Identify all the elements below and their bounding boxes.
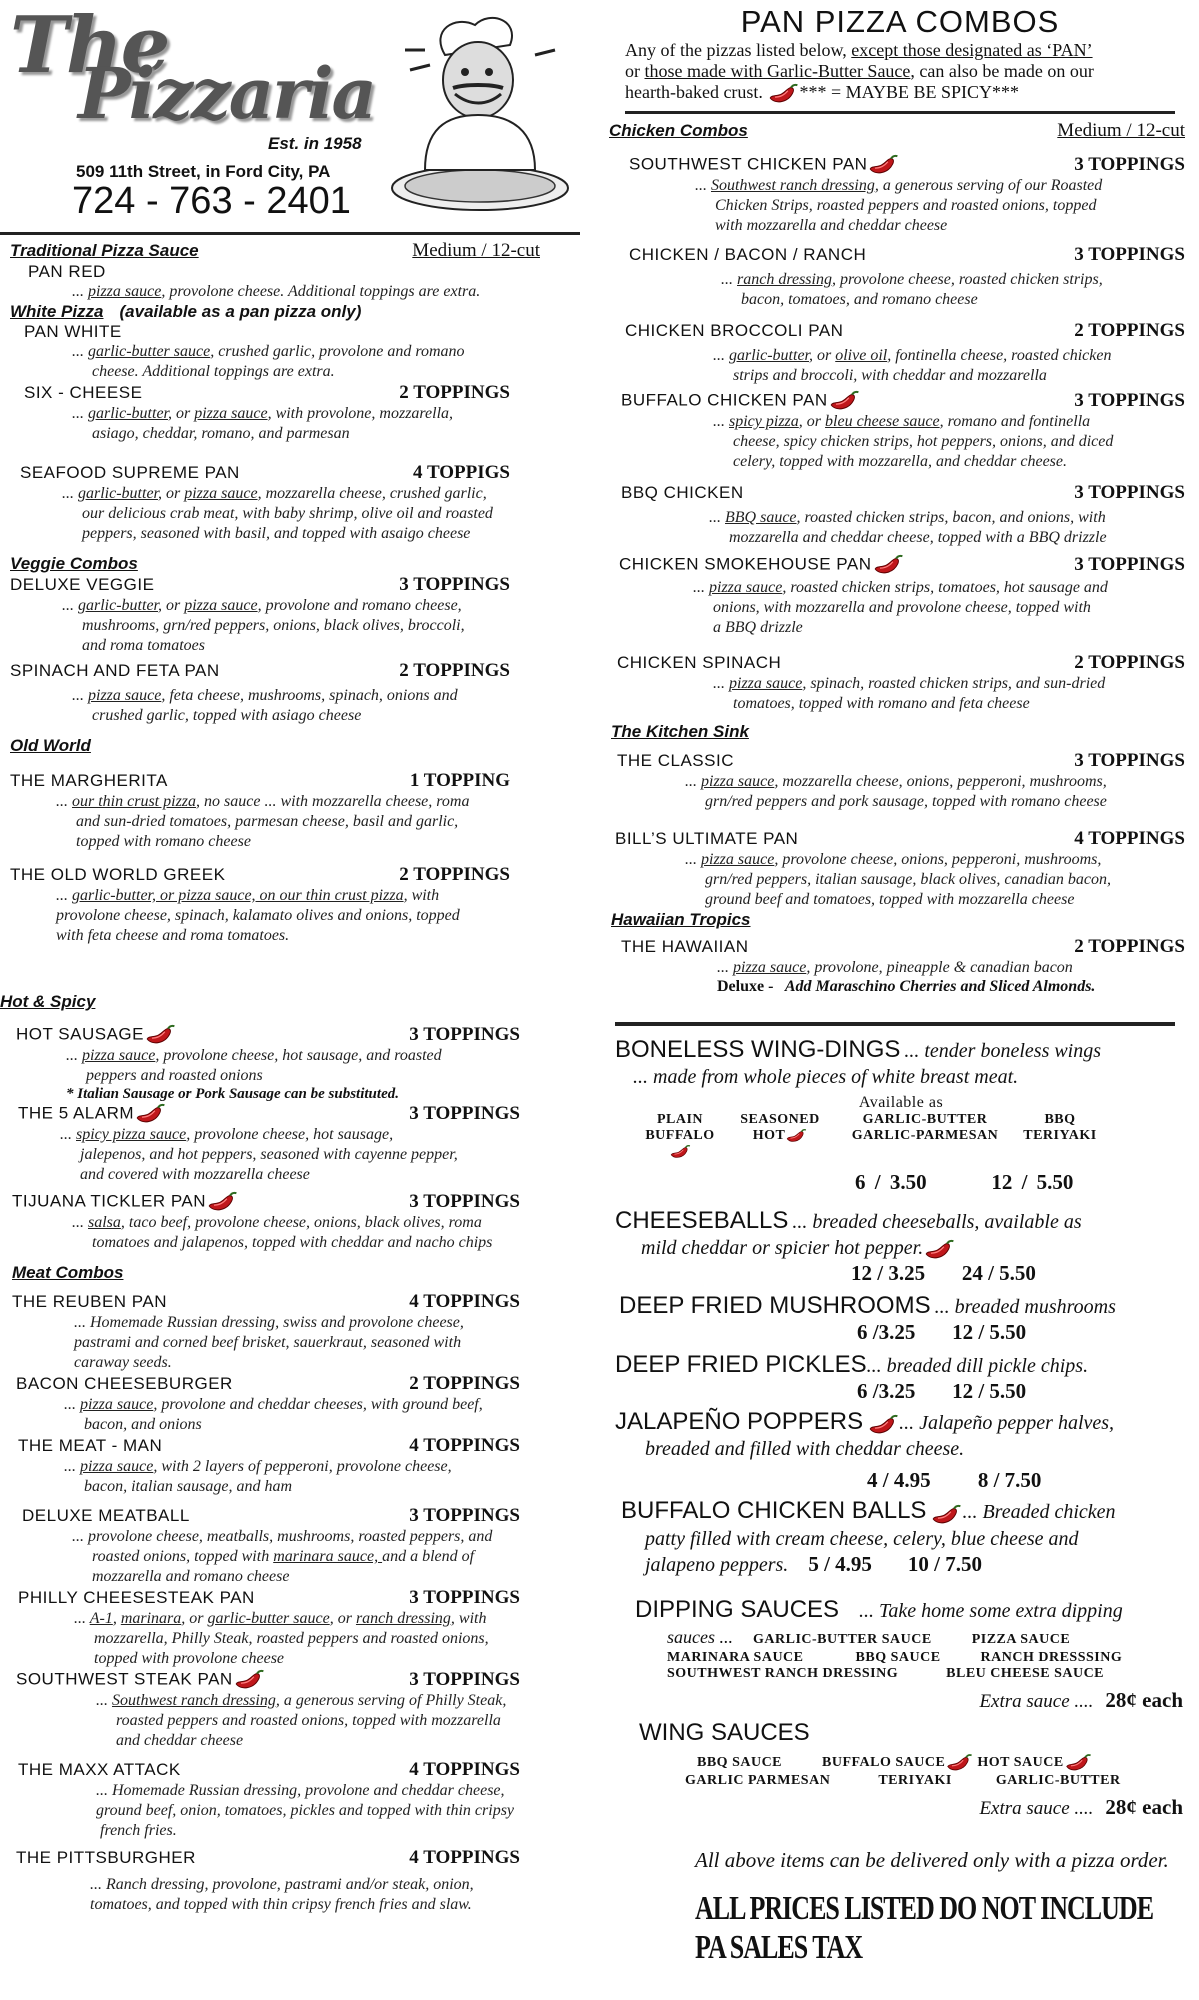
item-dipping-sauces: DIPPING SAUCES	[635, 1595, 840, 1623]
pepper-icon	[872, 554, 904, 576]
section-white: White Pizza	[10, 302, 104, 321]
poppers-prices: 4 / 4.95 8 / 7.50	[867, 1468, 1042, 1493]
wing-sauce-extra: Extra sauce .... 28¢ each	[979, 1794, 1183, 1819]
sausage-note: * Italian Sausage or Pork Sausage can be substituted.	[66, 1086, 399, 1102]
item-jalapeno-poppers: JALAPEÑO POPPERS	[615, 1408, 864, 1436]
dipping-row-1: sauces ... GARLIC-BUTTER SAUCE PIZZA SAUCE	[667, 1626, 1071, 1647]
item-spinach-feta: SPINACH AND FETA PAN	[10, 661, 220, 680]
hawaiian-deluxe: Deluxe - Add Maraschino Cherries and Sliced Almonds.	[717, 977, 1096, 995]
desc-meat-man: ... pizza sauce, with 2 layers of pepperoni, provolone cheese, bacon, italian sausage, and ham	[64, 1458, 452, 1495]
pepper-icon	[1064, 1753, 1092, 1773]
desc-pickles: ... breaded dill pickle chips.	[866, 1355, 1089, 1378]
pepper-icon	[945, 1753, 973, 1773]
desc-hot-sausage: ... pizza sauce, provolone cheese, hot sausage, and roasted peppers and roasted onions	[66, 1047, 442, 1084]
toppings-reuben: 4 TOPPINGS	[409, 1291, 520, 1312]
white-note: (available as a pan pizza only)	[119, 302, 362, 321]
item-deluxe-meatball: DELUXE MEATBALL	[22, 1506, 190, 1525]
combos-title: PAN PIZZA COMBOS	[740, 4, 1060, 39]
pepper-icon	[134, 1103, 166, 1125]
toppings-maxx-attack: 4 TOPPINGS	[409, 1759, 520, 1780]
desc-philly-cheesesteak: ... A-1, marinara, or garlic-butter sauce, or ranch dressing, with mozzarella, Philly Steak, roasted peppers and roasted onions, topped with provolone cheese	[74, 1610, 489, 1667]
item-the-classic: THE CLASSIC	[617, 750, 734, 770]
pepper-icon	[930, 1504, 962, 1526]
desc-pan-white: ... garlic-butter sauce, crushed garlic, provolone and romano cheese. Additional toppings are extra.	[72, 343, 465, 380]
pepper-icon	[867, 1414, 899, 1436]
desc-cheeseballs-2: mild cheddar or spicier hot pepper.	[641, 1235, 1187, 1261]
item-chicken-bacon-ranch: CHICKEN / BACON / RANCH	[629, 244, 867, 264]
item-chicken-smokehouse: CHICKEN SMOKEHOUSE PAN	[619, 554, 904, 576]
desc-deluxe-veggie: ... garlic-butter, or pizza sauce, provolone and romano cheese, mushrooms, grn/red peppers, onions, black olives, broccoli, and roma tomatoes	[62, 597, 465, 654]
desc-old-world-greek: ... garlic-butter, or pizza sauce, on our thin crust pizza, with provolone cheese, spinach, kalamato olives and onions, topped with feta cheese and roma tomatoes.	[56, 887, 460, 944]
item-margherita: THE MARGHERITA	[10, 771, 168, 790]
pepper-icon	[867, 154, 899, 176]
toppings-meat-man: 4 TOPPINGS	[409, 1435, 520, 1456]
toppings-margherita: 1 TOPPING	[409, 770, 510, 791]
address: 509 11th Street, in Ford City, PA	[76, 162, 331, 181]
toppings-seafood: 4 TOPPIGS	[413, 462, 510, 483]
desc-maxx-attack: ... Homemade Russian dressing, provolone and cheddar cheese, ground beef, onion, tomatoes, pickles and topped with thin cripsy french fries.	[96, 1782, 515, 1839]
item-chicken-broccoli: CHICKEN BROCCOLI PAN	[625, 320, 844, 340]
desc-pittsburgher: ... Ranch dressing, provolone, pastrami and/or steak, onion, tomatoes, and topped with thin cripsy french fries and slaw.	[90, 1876, 474, 1913]
desc-southwest-chicken: ... Southwest ranch dressing, a generous serving of our Roasted Chicken Strips, roasted peppers and roasted onions, topped with mozzarella and cheddar cheese	[695, 176, 1103, 234]
desc-pan-red: ... pizza sauce, provolone cheese. Additional toppings are extra.	[72, 283, 481, 300]
item-deep-fried-mushrooms: DEEP FRIED MUSHROOMS	[619, 1292, 931, 1320]
desc-chicken-broccoli: ... garlic-butter, or olive oil, fontinella cheese, roasted chicken strips and broccoli, with cheddar and mozzarella	[713, 346, 1112, 384]
mushrooms-prices: 6 /3.25 12 / 5.50	[857, 1320, 1027, 1345]
pepper-icon	[923, 1239, 955, 1261]
item-deep-fried-pickles: DEEP FRIED PICKLES	[615, 1351, 867, 1379]
toppings-hot-sausage: 3 TOPPINGS	[409, 1024, 520, 1045]
right-column	[605, 0, 1195, 2000]
desc-chicken-bacon-ranch: ... ranch dressing, provolone cheese, roasted chicken strips, bacon, tomatoes, and romano cheese	[721, 270, 1103, 308]
item-southwest-steak: SOUTHWEST STEAK PAN	[16, 1669, 265, 1691]
desc-deluxe-meatball: ... provolone cheese, meatballs, mushrooms, roasted peppers, and roasted onions, topped with marinara sauce, and a blend of mozzarella and romano cheese	[72, 1528, 493, 1585]
desc-spinach-feta: ... pizza sauce, feta cheese, mushrooms, spinach, onions and crushed garlic, topped with asiago cheese	[72, 687, 458, 724]
desc-chicken-smokehouse: ... pizza sauce, roasted chicken strips, tomatoes, hot sausage and onions, with mozzarella and provolone cheese, topped with a BBQ drizzle	[693, 578, 1108, 636]
desc-mushrooms: ... breaded mushrooms	[934, 1296, 1116, 1319]
logo-the: The	[10, 0, 169, 91]
item-pan-red: PAN RED	[28, 262, 106, 281]
desc-wing-dings: ... tender boneless wings	[904, 1039, 1102, 1062]
logo-pizzaria: Pizzaria	[78, 52, 375, 135]
desc-seafood: ... garlic-butter, or pizza sauce, mozzarella cheese, crushed garlic, our delicious crab meat, with baby shrimp, olive oil and roasted peppers, seasoned with basil, and topped with asaigo cheese	[62, 485, 493, 542]
item-buffalo-chicken: BUFFALO CHICKEN PAN	[621, 390, 860, 412]
item-cheeseballs: CHEESEBALLS	[615, 1207, 789, 1235]
item-deluxe-veggie: DELUXE VEGGIE	[10, 575, 155, 594]
desc-wing-dings-2: ... made from whole pieces of white breast meat.	[633, 1065, 1019, 1088]
desc-southwest-steak: ... Southwest ranch dressing, a generous serving of Philly Steak, roasted peppers and roasted onions, topped with mozzarella and cheddar cheese	[96, 1692, 507, 1749]
dipping-extra: Extra sauce .... 28¢ each	[979, 1687, 1183, 1712]
pepper-icon	[785, 1128, 807, 1144]
dipping-row-3: SOUTHWEST RANCH DRESSING BLEU CHEESE SAUCE	[667, 1665, 1105, 1681]
desc-margherita: ... our thin crust pizza, no sauce ... with mozzarella cheese, roma and sun-dried tomatoes, parmesan cheese, basil and garlic, topped with romano cheese	[56, 793, 470, 850]
section-meat: Meat Combos	[12, 1263, 124, 1282]
toppings-six-cheese: 2 TOPPINGS	[399, 382, 510, 403]
item-5-alarm: THE 5 ALARM	[18, 1103, 166, 1125]
chef-illustration	[385, 10, 575, 215]
wing-sauce-row-2: GARLIC PARMESAN TERIYAKI GARLIC-BUTTER	[685, 1772, 1121, 1788]
chicken-balls-last-line: jalapeno peppers. 5 / 4.95 10 / 7.50	[645, 1551, 982, 1576]
item-chicken-spinach: CHICKEN SPINACH	[617, 652, 782, 672]
toppings-pittsburgher: 4 TOPPINGS	[409, 1847, 520, 1868]
toppings-chicken-broccoli: 2 TOPPINGS	[1074, 319, 1185, 341]
toppings-deluxe-veggie: 3 TOPPINGS	[399, 574, 510, 595]
appetizer-rule	[615, 1022, 1175, 1026]
toppings-chicken-spinach: 2 TOPPINGS	[1074, 651, 1185, 673]
item-bacon-cheeseburger: BACON CHEESEBURGER	[16, 1374, 233, 1393]
pickles-prices: 6 /3.25 12 / 5.50	[857, 1379, 1027, 1404]
phone-number: 724 - 763 - 2401	[72, 180, 351, 222]
item-bills-ultimate: BILL’S ULTIMATE PAN	[615, 828, 799, 848]
toppings-buffalo-chicken: 3 TOPPINGS	[1074, 389, 1185, 411]
left-column	[0, 0, 580, 2000]
item-old-world-greek: THE OLD WORLD GREEK	[10, 865, 226, 884]
desc-buffalo-chicken: ... spicy pizza, or bleu cheese sauce, romano and fontinella cheese, spicy chicken strips, hot peppers, onions, and diced celery, topped with mozzarella, and cheddar cheese.	[713, 412, 1114, 470]
section-hawaiian: Hawaiian Tropics	[611, 909, 751, 929]
dipping-row-2: MARINARA SAUCE BBQ SAUCE RANCH DRESSSING	[667, 1649, 1123, 1665]
pepper-icon	[144, 1024, 176, 1046]
item-wing-sauces: WING SAUCES	[639, 1718, 810, 1746]
wing-flavors: PLAIN SEASONED GARLIC-BUTTER BBQ BUFFALO HOT GARLIC-PARMESAN TERIYAKI	[635, 1112, 1187, 1160]
item-six-cheese: SIX - CHEESE	[24, 383, 143, 402]
item-meat-man: THE MEAT - MAN	[18, 1436, 163, 1455]
item-bbq-chicken: BBQ CHICKEN	[621, 482, 744, 502]
toppings-philly-cheesesteak: 3 TOPPINGS	[409, 1587, 520, 1608]
item-seafood: SEAFOOD SUPREME PAN	[20, 463, 240, 482]
desc-the-hawaiian: ... pizza sauce, provolone, pineapple & canadian bacon	[717, 958, 1073, 976]
toppings-bills-ultimate: 4 TOPPINGS	[1074, 827, 1185, 849]
toppings-chicken-smokehouse: 3 TOPPINGS	[1074, 553, 1185, 575]
desc-dipping: ... Take home some extra dipping	[859, 1599, 1123, 1622]
item-reuben: THE REUBEN PAN	[12, 1292, 167, 1311]
item-wing-dings: BONELESS WING-DINGS	[615, 1035, 901, 1063]
toppings-deluxe-meatball: 3 TOPPINGS	[409, 1505, 520, 1526]
pepper-icon	[767, 83, 799, 105]
toppings-the-classic: 3 TOPPINGS	[1074, 749, 1185, 771]
item-pittsburgher: THE PITTSBURGHER	[16, 1848, 196, 1867]
toppings-the-hawaiian: 2 TOPPINGS	[1074, 935, 1185, 957]
wing-sauce-row-1: BBQ SAUCE BUFFALO SAUCE HOT SAUCE	[697, 1753, 1187, 1773]
section-hot-spicy: Hot & Spicy	[0, 992, 96, 1011]
desc-bbq-chicken: ... BBQ sauce, roasted chicken strips, bacon, and onions, with mozzarella and cheddar cheese, topped with a BBQ drizzle	[709, 508, 1107, 546]
section-veggie: Veggie Combos	[10, 554, 138, 573]
toppings-chicken-bacon-ranch: 3 TOPPINGS	[1074, 243, 1185, 265]
tax-note: ALL PRICES LISTED DO NOT INCLUDE PA SALES TAX	[695, 1888, 1154, 1966]
intro-rule	[625, 111, 1175, 114]
wings-available: Available as	[858, 1093, 944, 1111]
desc-the-classic: ... pizza sauce, mozzarella cheese, onions, pepperoni, mushrooms, grn/red peppers and pork sausage, topped with romano cheese	[685, 772, 1107, 810]
delivery-note: All above items can be delivered only with a pizza order.	[695, 1847, 1169, 1872]
toppings-bacon-cheeseburger: 2 TOPPINGS	[409, 1373, 520, 1394]
desc-chicken-balls: ... Breaded chicken	[962, 1501, 1116, 1524]
item-philly-cheesesteak: PHILLY CHEESESTEAK PAN	[18, 1588, 255, 1607]
combos-intro: Any of the pizzas listed below, except those designated as ‘PAN’ or those made with Garlic-Butter Sauce, can also be made on our hearth-baked crust. *** = MAYBE BE SPICY***	[625, 40, 1195, 105]
item-the-hawaiian: THE HAWAIIAN	[621, 936, 749, 956]
established: Est. in 1958	[268, 134, 362, 153]
toppings-old-world-greek: 2 TOPPINGS	[399, 864, 510, 885]
desc-six-cheese: ... garlic-butter, or pizza sauce, with provolone, mozzarella, asiago, cheddar, romano, and parmesan	[72, 405, 454, 442]
desc-tijuana-tickler: ... salsa, taco beef, provolone cheese, onions, black olives, roma tomatoes and jalapenos, topped with cheddar and nacho chips	[72, 1214, 493, 1251]
section-traditional: Traditional Pizza Sauce	[10, 241, 199, 260]
toppings-5-alarm: 3 TOPPINGS	[409, 1103, 520, 1124]
desc-chicken-spinach: ... pizza sauce, spinach, roasted chicken strips, and sun-dried tomatoes, topped with romano and feta cheese	[713, 674, 1106, 712]
desc-5-alarm: ... spicy pizza sauce, provolone cheese, hot sausage, jalepenos, and hot peppers, seasoned with cayenne pepper, and covered with mozzarella cheese	[60, 1126, 458, 1183]
pepper-icon	[206, 1191, 238, 1213]
pepper-icon	[669, 1144, 691, 1160]
toppings-southwest-steak: 3 TOPPINGS	[409, 1669, 520, 1690]
header-rule	[0, 232, 580, 235]
item-southwest-chicken: SOUTHWEST CHICKEN PAN	[629, 154, 899, 176]
item-maxx-attack: THE MAXX ATTACK	[18, 1760, 181, 1779]
size-label-right: Medium / 12-cut	[1057, 119, 1185, 141]
size-label: Medium / 12-cut	[412, 240, 540, 261]
item-tijuana-tickler: TIJUANA TICKLER PAN	[12, 1191, 238, 1213]
pepper-icon	[828, 390, 860, 412]
section-chicken: Chicken Combos	[609, 120, 748, 140]
desc-poppers-2: breaded and filled with cheddar cheese.	[645, 1438, 965, 1461]
toppings-spinach-feta: 2 TOPPINGS	[399, 660, 510, 681]
cheeseballs-prices: 12 / 3.25 24 / 5.50	[851, 1261, 1036, 1286]
desc-chicken-balls-2: patty filled with cream cheese, celery, blue cheese and	[645, 1527, 1079, 1550]
desc-cheeseballs: ... breaded cheeseballs, available as	[792, 1211, 1082, 1234]
item-hot-sausage: HOT SAUSAGE	[16, 1024, 176, 1046]
desc-reuben: ... Homemade Russian dressing, swiss and provolone cheese, pastrami and corned beef brisket, sauerkraut, seasoned with caraway seeds.	[74, 1314, 464, 1371]
section-old-world: Old World	[10, 736, 91, 755]
desc-bacon-cheeseburger: ... pizza sauce, provolone and cheddar cheeses, with ground beef, bacon, and onions	[64, 1396, 483, 1433]
toppings-bbq-chicken: 3 TOPPINGS	[1074, 481, 1185, 503]
section-kitchen-sink: The Kitchen Sink	[611, 721, 749, 741]
item-pan-white: PAN WHITE	[24, 322, 122, 341]
desc-bills-ultimate: ... pizza sauce, provolone cheese, onions, pepperoni, mushrooms, grn/red peppers, italian sausage, black olives, canadian bacon, ground beef and tomatoes, topped with mozzarella cheese	[685, 850, 1112, 908]
toppings-southwest-chicken: 3 TOPPINGS	[1074, 153, 1185, 175]
desc-poppers: ... Jalapeño pepper halves,	[899, 1412, 1115, 1435]
pepper-icon	[233, 1669, 265, 1691]
logo-header	[0, 0, 580, 232]
wings-prices: 6 / 3.50 12 / 5.50	[855, 1170, 1074, 1195]
item-buffalo-chicken-balls: BUFFALO CHICKEN BALLS	[621, 1497, 927, 1525]
toppings-tijuana-tickler: 3 TOPPINGS	[409, 1191, 520, 1212]
